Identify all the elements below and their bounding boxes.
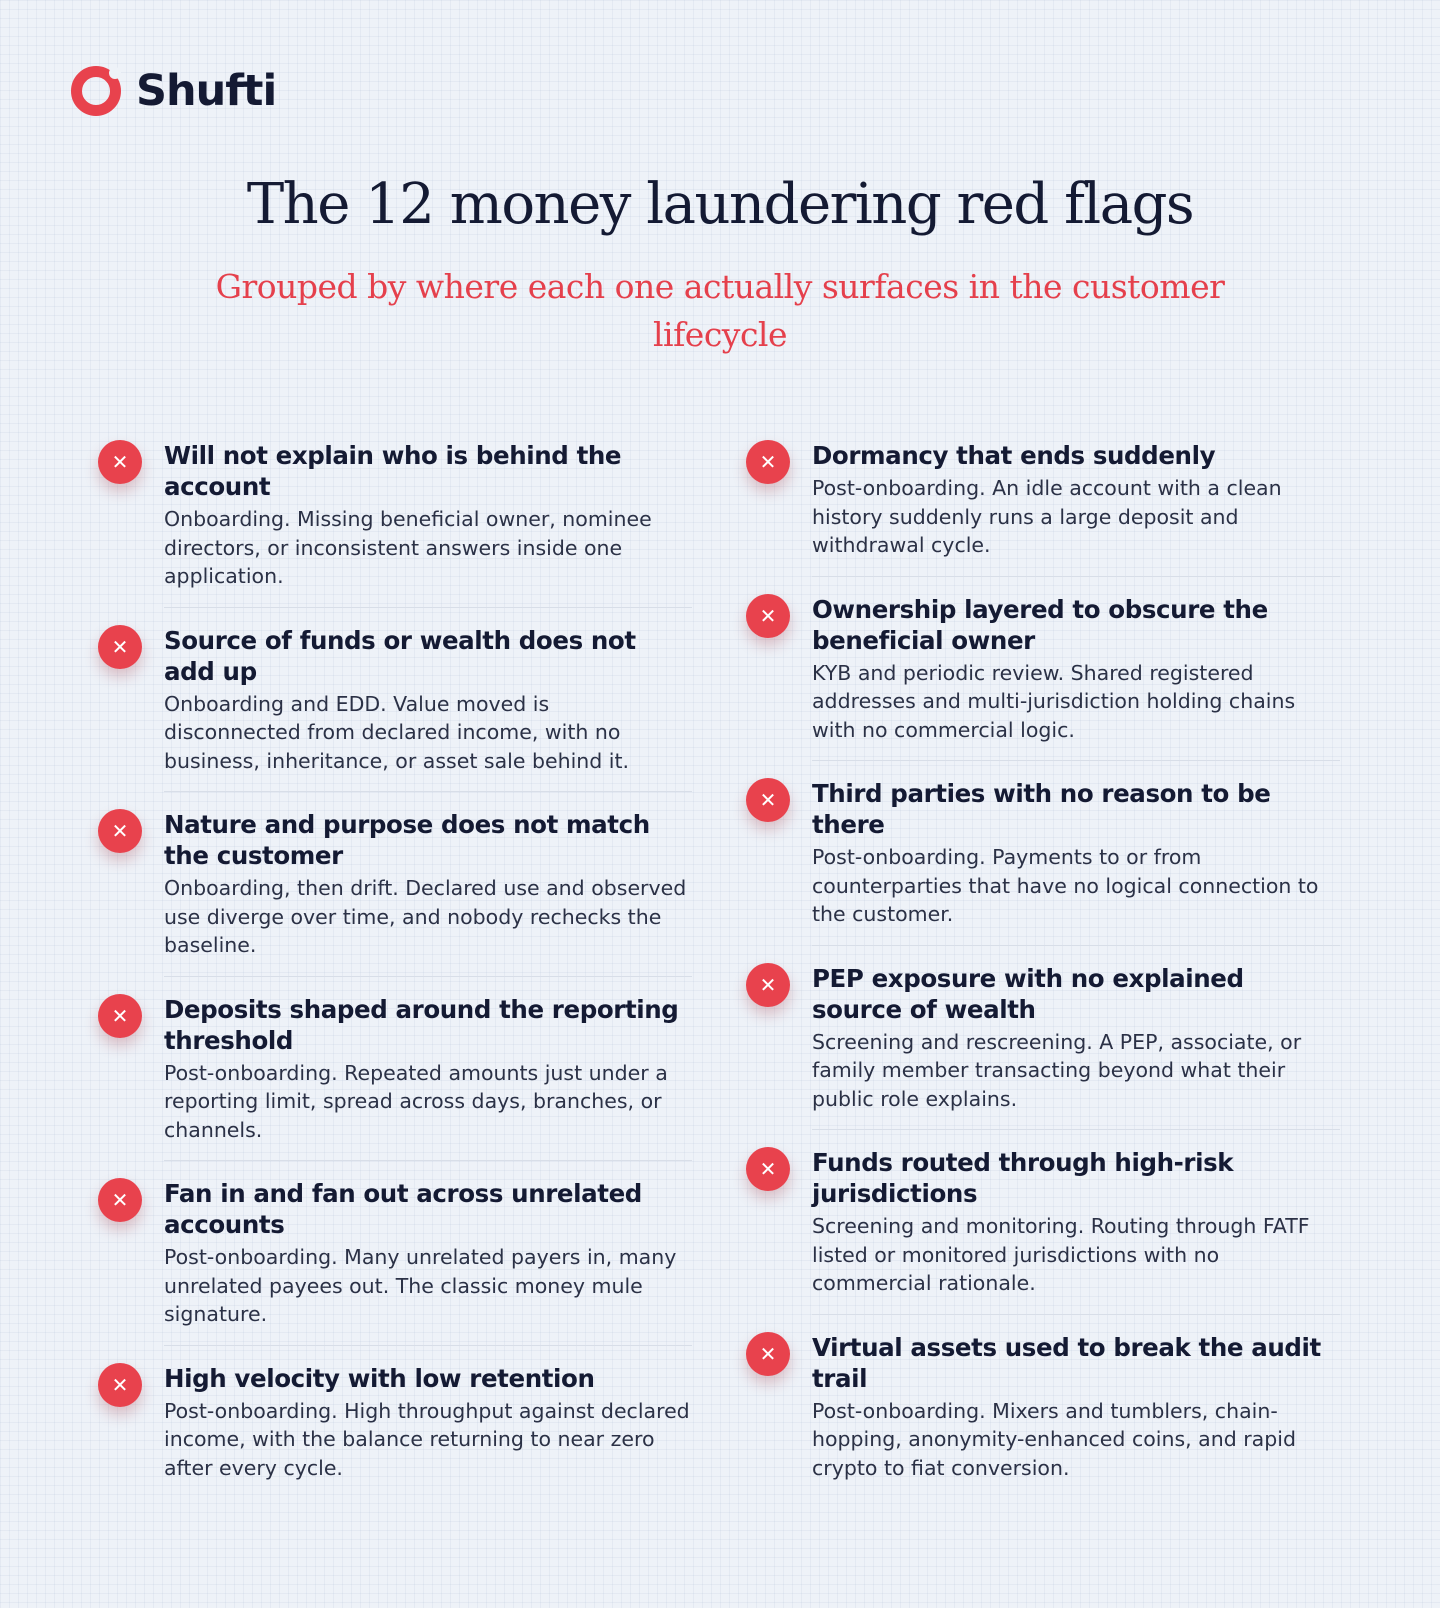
- close-x-icon: ✕: [98, 1178, 142, 1222]
- red-flag-item: [98, 1363, 692, 1483]
- flag-title: Ownership layered to obscure the beneficial owner: [812, 594, 1268, 655]
- right-flag-column: [746, 440, 1340, 1482]
- close-x-icon: ✕: [746, 440, 790, 484]
- red-flag-item: [98, 809, 692, 960]
- divider: [164, 976, 692, 977]
- left-flag-column: [98, 440, 692, 1482]
- red-flag-item: [746, 1332, 1340, 1483]
- flag-description: Onboarding, then drift. Declared use and observed use diverge over time, and nobody rechecks the baseline.: [164, 876, 687, 957]
- flag-description: Onboarding and EDD. Value moved is disconnected from declared income, with no business, inheritance, or asset sale behind it.: [164, 691, 630, 773]
- flag-description: Post-onboarding. An idle account with a clean history suddenly runs a large deposit and withdrawal cycle.: [812, 476, 1282, 557]
- red-flag-item: [98, 440, 692, 591]
- flag-title: Fan in and fan out across unrelated accounts: [164, 1179, 642, 1239]
- flag-title: PEP exposure with no explained source of wealth: [812, 963, 1244, 1024]
- red-flag-item: [746, 440, 1340, 560]
- flag-title: Nature and purpose does not match the customer: [164, 810, 650, 870]
- flag-title: Funds routed through high-risk jurisdictions: [812, 1148, 1234, 1208]
- flag-title: Deposits shaped around the reporting threshold: [164, 994, 679, 1055]
- flag-description: Screening and rescreening. A PEP, associate, or family member transacting beyond what their public role explains.: [812, 1029, 1302, 1111]
- close-x-icon: ✕: [98, 440, 142, 484]
- divider: [812, 1314, 1340, 1315]
- red-flag-item: [746, 1147, 1340, 1298]
- close-x-icon: ✕: [746, 594, 790, 638]
- divider: [164, 607, 692, 608]
- flag-title: Dormancy that ends suddenly: [812, 441, 1216, 470]
- flag-description: Screening and monitoring. Routing through FATF listed or monitored jurisdictions with no commercial rationale.: [812, 1214, 1310, 1295]
- brand-logo: [69, 62, 276, 120]
- divider: [164, 791, 692, 792]
- divider: [812, 760, 1340, 761]
- red-flag-item: [98, 625, 692, 776]
- flag-description: Post-onboarding. Repeated amounts just under a reporting limit, spread across days, branches, or channels.: [164, 1060, 668, 1142]
- flag-description: KYB and periodic review. Shared registered addresses and multi-jurisdiction holding chains with no commercial logic.: [812, 660, 1296, 742]
- flag-title: High velocity with low retention: [164, 1363, 595, 1393]
- red-flag-item: [746, 778, 1340, 929]
- close-x-icon: ✕: [746, 778, 790, 822]
- divider: [164, 1345, 692, 1346]
- red-flag-item: [98, 1178, 692, 1329]
- divider: [812, 1129, 1340, 1130]
- red-flag-item: [98, 994, 692, 1145]
- flag-title: Virtual assets used to break the audit trail: [812, 1332, 1321, 1393]
- close-x-icon: ✕: [98, 1363, 142, 1407]
- divider: [812, 576, 1340, 577]
- flag-title: Source of funds or wealth does not add up: [164, 625, 636, 686]
- flag-description: Post-onboarding. Payments to or from counterparties that have no logical connection to the customer.: [812, 845, 1319, 926]
- red-flag-item: [746, 594, 1340, 745]
- flag-title: Will not explain who is behind the account: [164, 441, 622, 501]
- brand-name: Shufti: [136, 66, 277, 116]
- page-subtitle: Grouped by where each one actually surfaces in the customer lifecycle: [215, 267, 1225, 354]
- close-x-icon: ✕: [746, 963, 790, 1007]
- flag-description: Post-onboarding. Mixers and tumblers, chain-hopping, anonymity-enhanced coins, and rapid crypto to fiat conversion.: [812, 1398, 1296, 1480]
- page-title: The 12 money laundering red flags: [246, 172, 1194, 237]
- close-x-icon: ✕: [98, 994, 142, 1038]
- close-x-icon: ✕: [98, 809, 142, 853]
- close-x-icon: ✕: [98, 625, 142, 669]
- close-x-icon: ✕: [746, 1332, 790, 1376]
- close-x-icon: ✕: [746, 1147, 790, 1191]
- flag-title: Third parties with no reason to be there: [812, 779, 1271, 839]
- red-flag-item: [746, 963, 1340, 1114]
- divider: [812, 945, 1340, 946]
- flag-description: Post-onboarding. High throughput against declared income, with the balance returning to near zero after every cycle.: [164, 1398, 690, 1480]
- shufti-logo-icon: [69, 64, 123, 118]
- flag-description: Post-onboarding. Many unrelated payers in, many unrelated payees out. The classic money mule signature.: [164, 1245, 677, 1326]
- flag-description: Onboarding. Missing beneficial owner, nominee directors, or inconsistent answers inside one application.: [164, 507, 652, 588]
- divider: [164, 1160, 692, 1161]
